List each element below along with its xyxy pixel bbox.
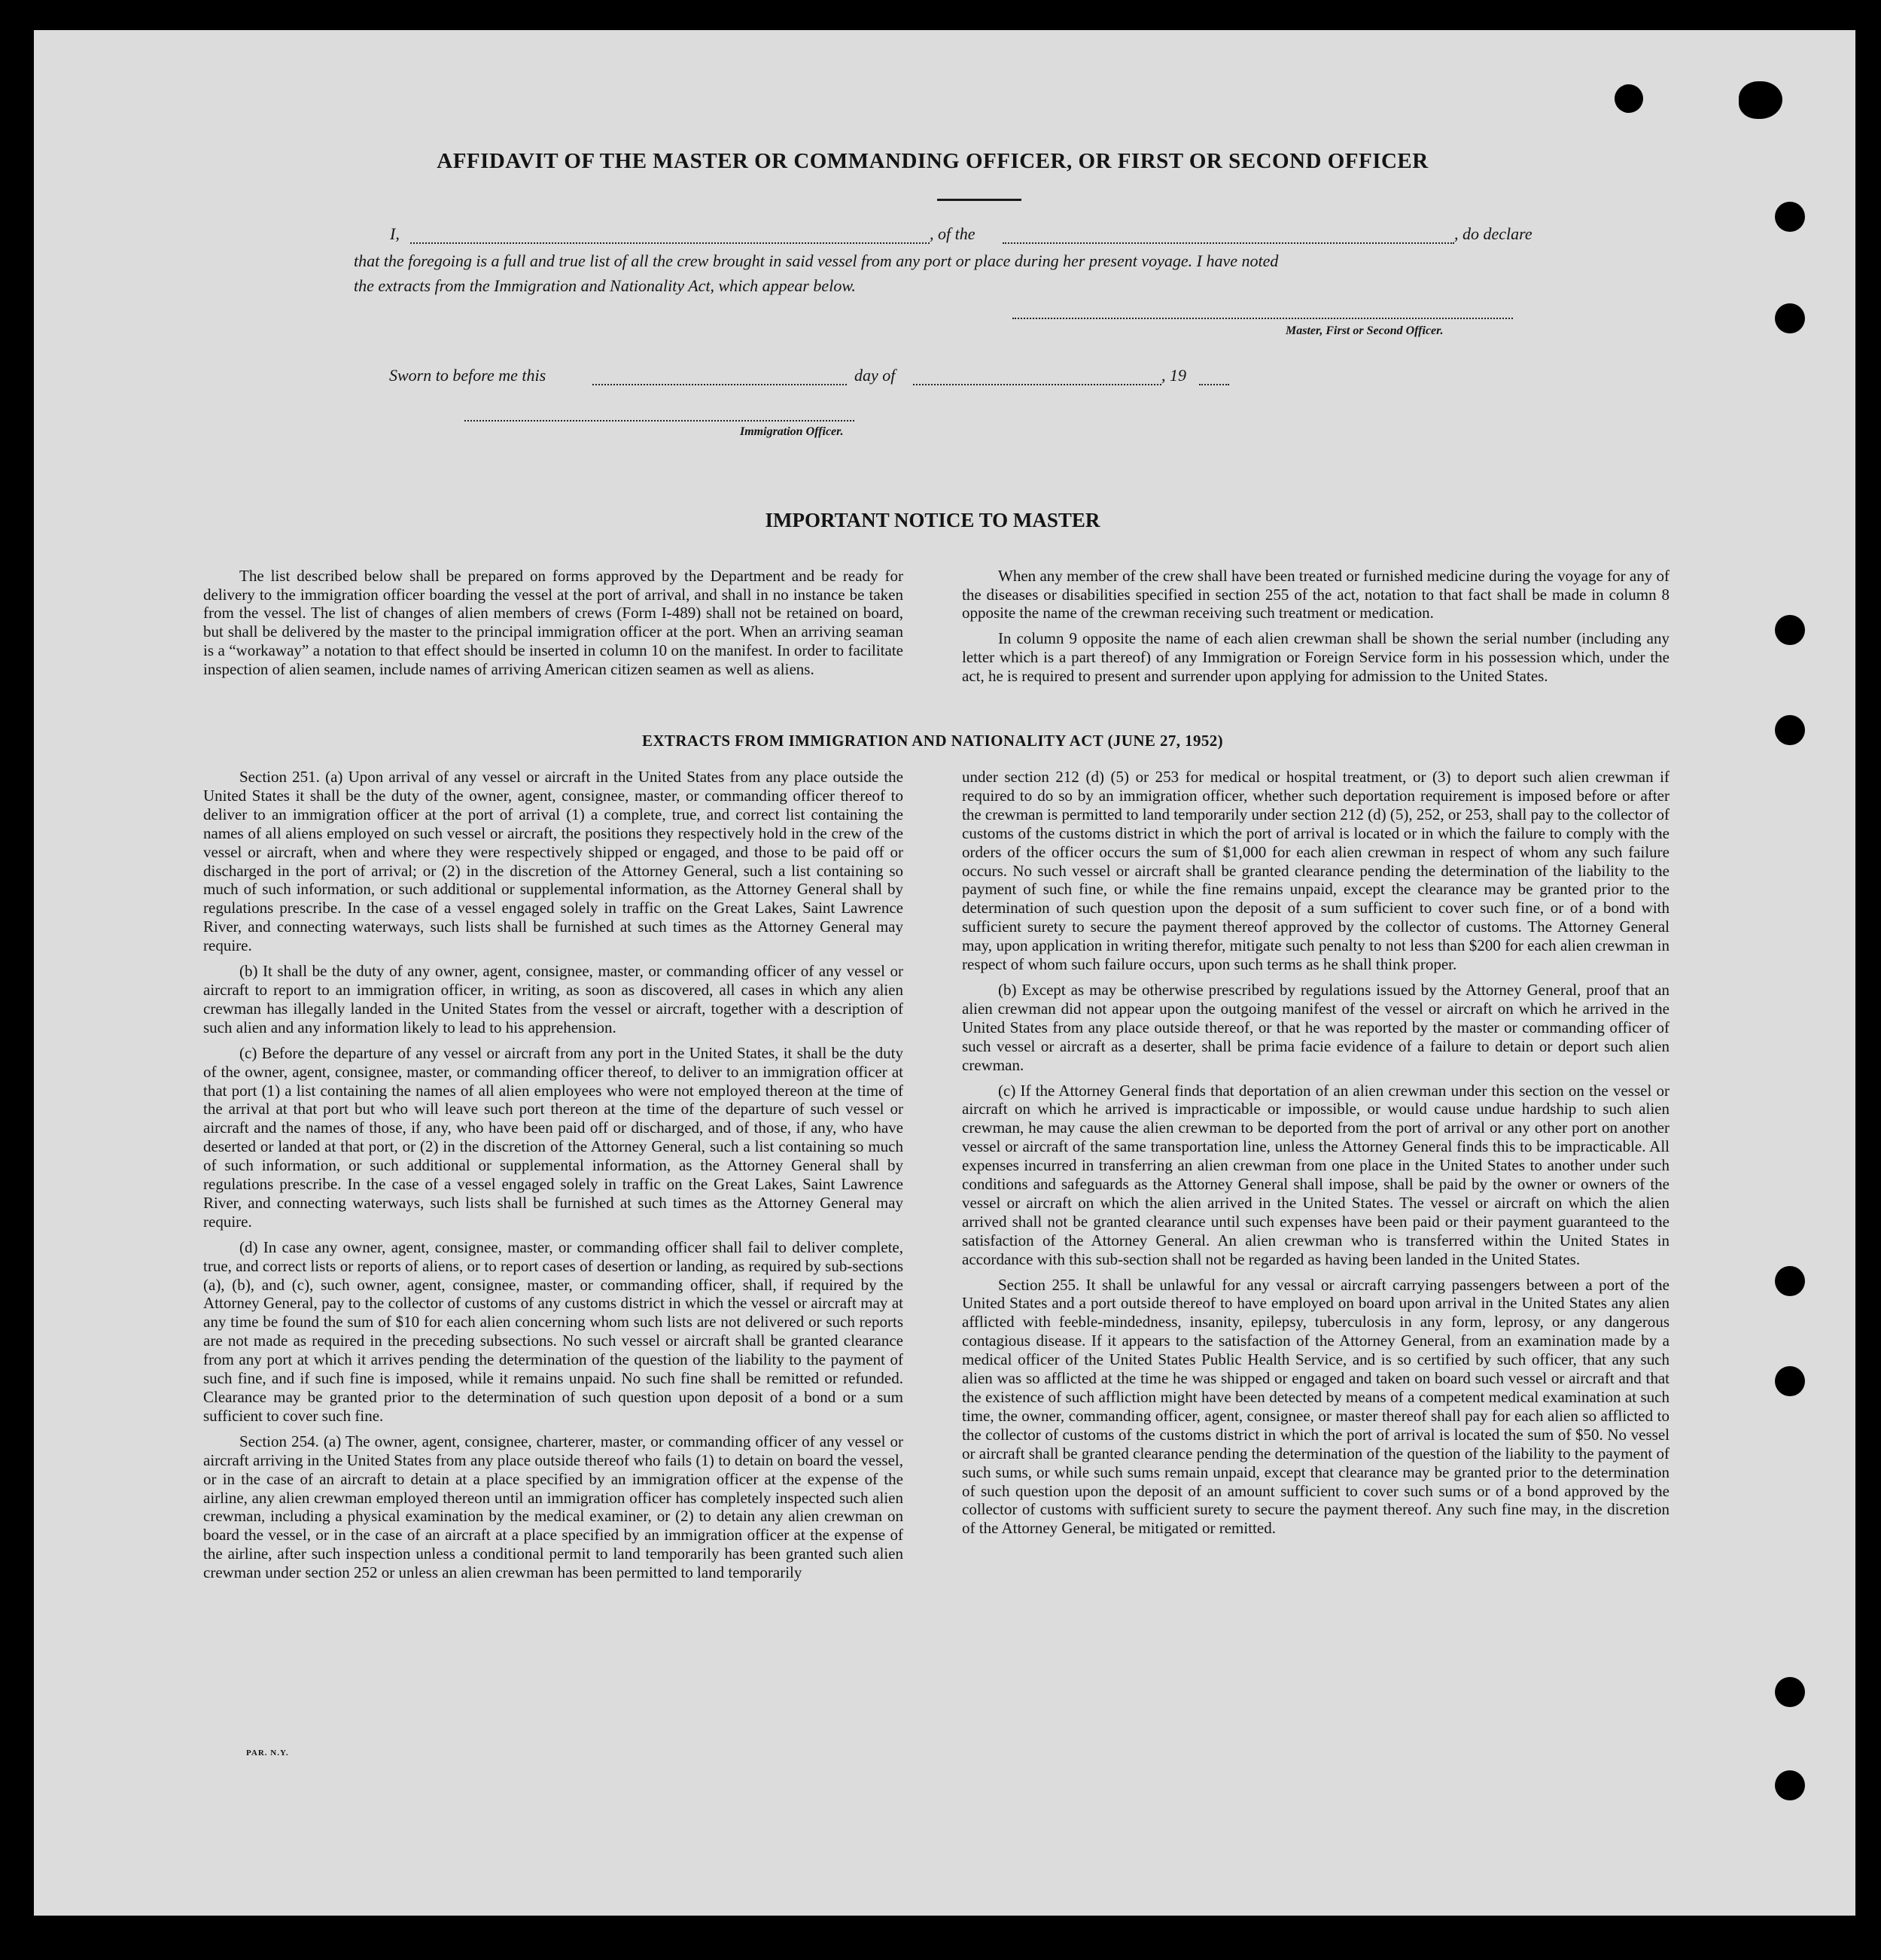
punch-hole-8 xyxy=(1775,1770,1805,1800)
section-254-b: (b) Except as may be otherwise prescribed by regulations issued by the Attorney General, proof that an alien crewman did not appear upon the outgoing manifest of the vessel or aircraft on which he arrived in the United States from any place outside thereof, or that he was reported by the master or commanding officer of such vessel or aircraft as a deserter, shall be prima facie evidence of a failure to detain or deport such alien crewman. xyxy=(962,980,1669,1074)
extracts-right-column xyxy=(962,768,1669,1538)
immigration-officer-label: Immigration Officer. xyxy=(740,425,844,438)
year-label: , 19 xyxy=(1161,366,1186,385)
master-signature-field[interactable] xyxy=(1012,318,1513,319)
section-255: Section 255. It shall be unlawful for any vessal or aircraft carrying passengers between a port of the United States and a port outside thereof to have employed on board upon arrival in the United States any alien afflicted with feeble-mindedness, insanity, epilepsy, tuberculosis in any form, leprosy, or any dangerous contagious disease. If it appears to the satisfaction of the Attorney General, from an examination made by a medical officer of the United States Public Health Service, and is so certified by such officer, that any such alien was so afflicted at the time he was shipped or engaged and taken on board such vessel or aircraft and that the existence of such affliction might have been detected by means of a competent medical examination at such time, the owner, commanding officer, agent, consignee, or master thereof shall pay for each alien so afflicted to the collector of customs of the customs district in which the port of arrival is located the sum of $50. No vessel or aircraft shall be granted clearance pending the determination of the question of the liability to the payment of such sums, or while such sums remain unpaid, except that clearance may be granted prior to the determination of such question upon the deposit of an amount sufficient to cover such sums or of a bond approved by the collector of customs with sufficient surety to secure the payment thereof. Any such fine may, in the discretion of the Attorney General, be mitigated or remitted. xyxy=(962,1275,1669,1538)
notice-left-column xyxy=(203,567,903,678)
i-label: I, xyxy=(390,224,400,243)
section-251-c: (c) Before the departure of any vessel or aircraft from any port in the United States, it shall be the duty of the owner, agent, consignee, master, or commanding officer thereof, to deliver to an immigration officer at that port (1) a list containing the names of all alien employees who were not employed thereon at the time of the arrival at that port but who will leave such port thereon at the time of the departure of such vessel or aircraft and the names of those, if any, who have been paid off or discharged, and of those, if any, who have deserted or landed at that port, or (2) in the discretion of the Attorney General, such a list containing so much of such information, or such additional or supplemental information, as the Attorney General shall by regulations prescribe. In the case of a vessel engaged solely in traffic on the Great Lakes, Saint Lawrence River, and connecting waterways, such lists shall be furnished at such times as the Attorney General may require. xyxy=(203,1043,903,1231)
print-code: PAR. N.Y. xyxy=(246,1748,289,1758)
section-251-a: Section 251. (a) Upon arrival of any vessel or aircraft in the United States from any place outside the United States it shall be the duty of the owner, agent, consignee, master, or commanding officer thereof to deliver to an immigration officer at the port of arrival (1) a complete, true, and correct list containing the names of all aliens employed on such vessel or aircraft, the positions they respectively hold in the crew of the vessel or aircraft, when and where they were respectively shipped or engaged, and those to be paid off or discharged in the port of arrival; or (2) in the discretion of the Attorney General, such a list containing so much of such information, or such additional or supplemental information, as the Attorney General shall by regulations prescribe. In the case of a vessel engaged solely in traffic on the Great Lakes, Saint Lawrence River, and connecting waterways, such lists shall be furnished at such times as the Attorney General may require. xyxy=(203,768,903,955)
notice-left-paragraph: The list described below shall be prepared on forms approved by the Department and be ready for delivery to the immigration officer boarding the vessel at the port of arrival, and shall in no instance be taken from the vessel. The list of changes of alien members of crews (Form I-489) shall not be retained on board, but shall be delivered by the master to the principal immigration officer at the port. When an arriving seaman is a “workaway” a notation to that effect should be inserted in column 10 on the manifest. In order to facilitate inspection of alien seamen, include names of arriving American citizen seamen as well as aliens. xyxy=(203,567,903,678)
sworn-month-field[interactable] xyxy=(913,384,1161,385)
master-signature-label: Master, First or Second Officer. xyxy=(1286,324,1444,337)
section-254-c: (c) If the Attorney General finds that deportation of an alien crewman under this section on the vessel or aircraft on which he arrived is impracticable or impossible, or would cause undue hardship to such alien crewman, he may cause the alien crewman to be deported from the port of arrival or any other port on another vessel or aircraft of the same transportation line, unless the Attorney General finds this to be impracticable. All expenses incurred in transferring an alien crewman from one place in the United States to another under such conditions and safeguards as the Attorney General shall impose, shall be paid by the owner or owners of the vessel or aircraft on which the alien arrived in the United States. The vessel or aircraft on which the alien arrived shall not be granted clearance until such expenses have been paid or their payment guaranteed to the satisfaction of the Attorney General. An alien crewman who is transferred within the United States in accordance with this sub-section shall not be regarded as having been landed in the United States. xyxy=(962,1081,1669,1268)
day-of-label: day of xyxy=(854,366,896,385)
punch-hole-1 xyxy=(1775,202,1805,232)
section-251-b: (b) It shall be the duty of any owner, agent, consignee, master, or commanding officer of any vessel or aircraft to report to an immigration officer, in writing, as soon as discovered, all cases in which any alien crewman has illegally landed in the United States from the vessel or aircraft, together with a description of such alien and any information likely to lead to his apprehension. xyxy=(203,962,903,1036)
punch-hole-2 xyxy=(1775,303,1805,333)
notice-title: IMPORTANT NOTICE TO MASTER xyxy=(765,509,1100,531)
section-251-d: (d) In case any owner, agent, consignee, master, or commanding officer shall fail to deliver complete, true, and correct lists or reports of aliens, or to report cases of desertion or landing, as required by sub-sections (a), (b), and (c), such owner, agent, consignee, master, or commanding officer, shall, if required by the Attorney General, pay to the collector of customs of any customs district in which the vessel or aircraft may at any time be found the sum of $10 for each alien concerning whom such lists are not delivered or such reports are not made as required in the preceding subsections. No such vessel or aircraft shall be granted clearance from any port at which it arrives pending the determination of the question of the liability to the payment of such fine, and if such fine is imposed, while it remains unpaid. No such fine shall be remitted or refunded. Clearance may be granted prior to the determination of such question upon deposit of a bond or a sum sufficient to cover such fine. xyxy=(203,1237,903,1425)
punch-hole-7 xyxy=(1775,1677,1805,1707)
sworn-label: Sworn to before me this xyxy=(389,366,546,385)
punch-hole-3 xyxy=(1775,615,1805,645)
punch-hole-top-left xyxy=(1615,84,1643,113)
section-254-a: Section 254. (a) The owner, agent, consignee, charterer, master, or commanding officer of any vessel or aircraft arriving in the United States from any place outside thereof who fails (1) to detain on board the vessel, or in the case of an aircraft to detain at a place specified by an immigration officer at the expense of the airline, any alien crewman employed thereon until an immigration officer has completely inspected such alien crewman, including a physical examination by the medical examiner, or (2) to detain any alien crewman on board the vessel, or in the case of an aircraft at a place specified by an immigration officer at the expense of the airline, after such inspection unless a conditional permit to land temporarily has been granted such alien crewman under section 252 or unless an alien crewman has been permitted to land temporarily xyxy=(203,1432,903,1582)
notice-right-column xyxy=(962,567,1669,685)
title-divider xyxy=(937,199,1021,201)
sworn-year-field[interactable] xyxy=(1199,384,1229,385)
punch-hole-5 xyxy=(1775,1266,1805,1296)
document-sheet xyxy=(34,30,1855,1916)
immigration-officer-signature-field[interactable] xyxy=(464,420,854,422)
notice-right-paragraph-1: When any member of the crew shall have been treated or furnished medicine during the voyage for any of the diseases or disabilities specified in section 255 of the act, notation to that fact shall be made in column 8 opposite the name of the crewman receiving such treatment or medication. xyxy=(962,567,1669,622)
declarant-name-field[interactable] xyxy=(410,242,930,244)
do-declare-label: , do declare xyxy=(1454,224,1532,243)
section-254-continued: under section 212 (d) (5) or 253 for medical or hospital treatment, or (3) to deport such alien crewman if required to do so by an immigration officer, whether such deportation requirement is imposed before or after the crewman is permitted to land temporarily under section 212 (d) (5), 252, or 253, shall pay to the collector of customs of the customs district in which the port of arrival is located or in which the failure to comply with the orders of the officer occurs the sum of $1,000 for each alien crewman in respect of whom any such failure occurs. No such vessel or aircraft shall be granted clearance pending the determination of the liability to the payment of such fine, or while the fine remains unpaid, except the clearance may be granted prior to the determination of such question upon the deposit of a sum sufficient to cover such fine, or of a bond with sufficient surety to secure the payment thereof approved by the collector of customs. The Attorney General may, upon application in writing therefor, mitigate such penalty to not less than $200 for each alien crewman in respect of whom such failure occurs, upon such terms as he shall think proper. xyxy=(962,768,1669,974)
declaration-line-1: that the foregoing is a full and true list of all the crew brought in said vessel from any port or place during her present voyage. I have noted xyxy=(354,251,1279,270)
affidavit-title: AFFIDAVIT OF THE MASTER OR COMMANDING OFFICER, OR FIRST OR SECOND OFFICER xyxy=(437,149,1429,173)
punch-hole-top-right xyxy=(1739,81,1782,119)
notice-right-paragraph-2: In column 9 opposite the name of each alien crewman shall be shown the serial number (including any letter which is a part thereof) of any Immigration or Foreign Service form in his possession which, under the act, he is required to present and surrender upon applying for admission to the United States. xyxy=(962,629,1669,685)
extracts-title: EXTRACTS FROM IMMIGRATION AND NATIONALITY ACT (JUNE 27, 1952) xyxy=(641,732,1224,750)
declaration-line-2: the extracts from the Immigration and Nationality Act, which appear below. xyxy=(354,276,856,295)
of-the-label: , of the xyxy=(930,224,976,243)
punch-hole-6 xyxy=(1775,1366,1805,1396)
vessel-name-field[interactable] xyxy=(1003,242,1454,244)
sworn-day-field[interactable] xyxy=(592,384,847,385)
extracts-left-column xyxy=(203,768,903,1582)
